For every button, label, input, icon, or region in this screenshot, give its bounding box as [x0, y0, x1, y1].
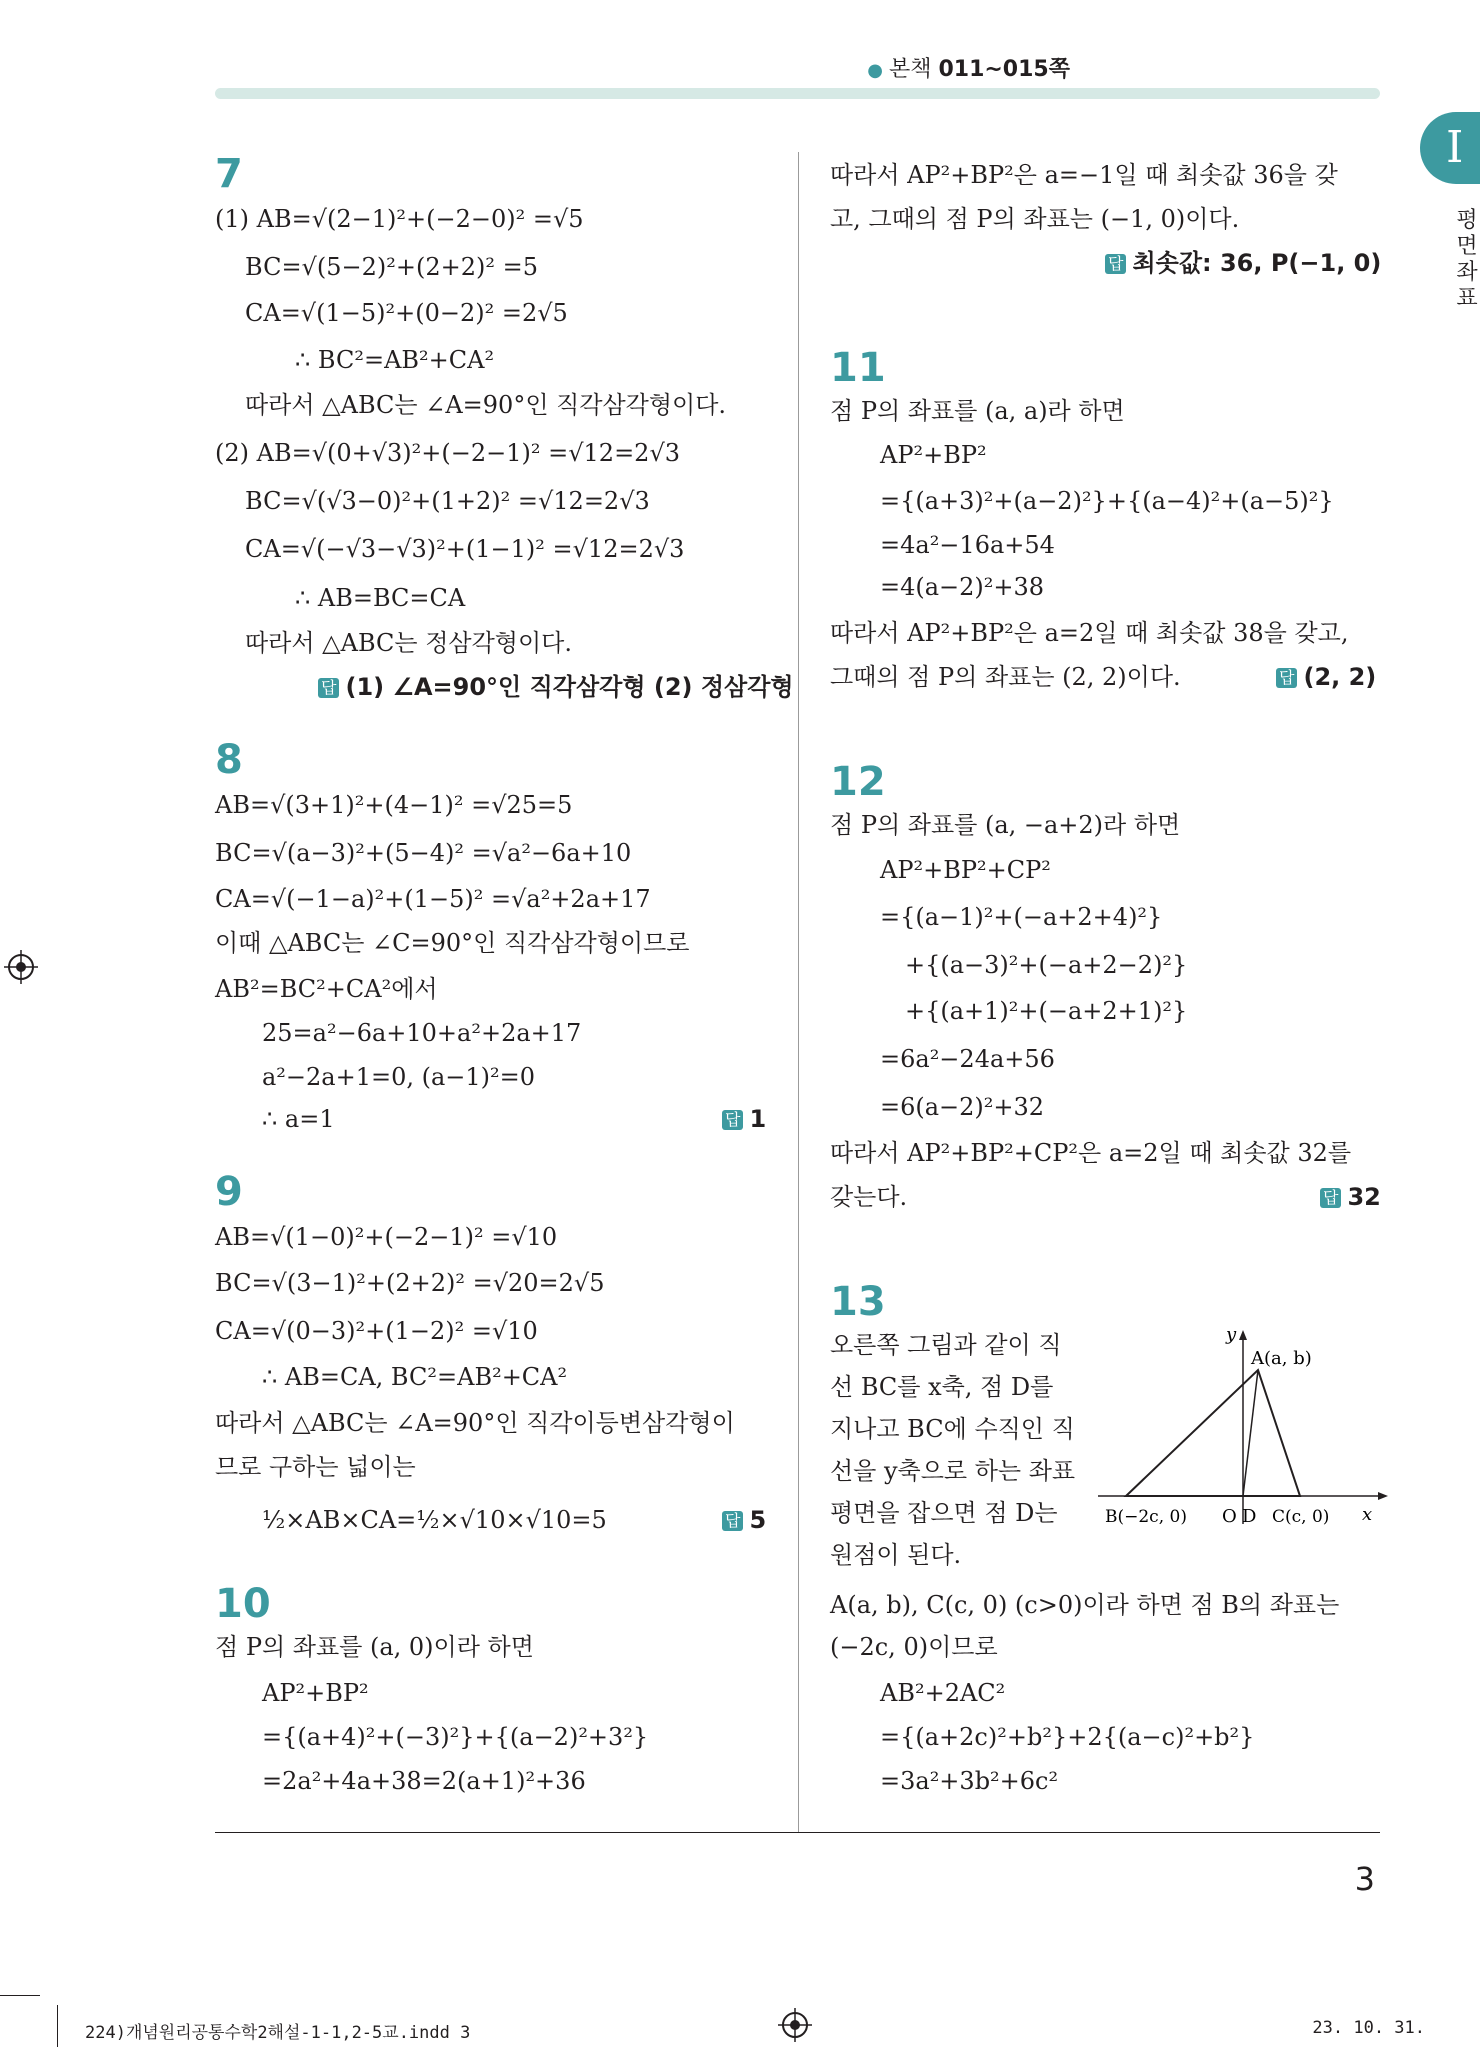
problem-7-line: 따라서 △ABC는 정삼각형이다.	[245, 629, 572, 657]
problem-9-number: 9	[215, 1169, 243, 1215]
answer-badge: 답	[722, 1511, 743, 1531]
problem-9-line: 므로 구하는 넓이는	[215, 1453, 416, 1481]
problem-11-line: AP²+BP²	[880, 441, 987, 469]
y-label: y	[1226, 1326, 1237, 1345]
problem-12-line: ={(a−1)²+(−a+2+4)²}	[880, 903, 1163, 931]
problem-8-line: AB=√(3+1)²+(4−1)² =√25=5	[215, 791, 573, 819]
problem-13-line: =3a²+3b²+6c²	[880, 1767, 1059, 1795]
problem-8-line: 25=a²−6a+10+a²+2a+17	[262, 1019, 582, 1047]
problem-13-line: AB²+2AC²	[880, 1679, 1006, 1707]
crop-mark	[0, 1995, 40, 1996]
answer-value: 최솟값: 36, P(−1, 0)	[1132, 249, 1382, 277]
problem-7-line: CA=√(1−5)²+(0−2)² =2√5	[245, 299, 568, 327]
registration-mark-icon	[778, 2008, 812, 2042]
answer-value: 5	[749, 1506, 767, 1534]
problem-7-line: 따라서 △ABC는 ∠A=90°인 직각삼각형이다.	[245, 391, 727, 419]
answer-value: 1	[749, 1105, 767, 1133]
problem-11-line: 점 P의 좌표를 (a, a)라 하면	[830, 397, 1125, 425]
problem-8-line: a²−2a+1=0, (a−1)²=0	[262, 1063, 536, 1091]
point-c-label: C(c, 0)	[1272, 1507, 1330, 1526]
registration-mark-icon	[4, 950, 38, 984]
problem-9-line: 따라서 △ABC는 ∠A=90°인 직각이등변삼각형이	[215, 1409, 735, 1437]
problem-8-number: 8	[215, 737, 243, 783]
problem-12-line: 갖는다.	[830, 1183, 908, 1211]
problem-8-line: AB²=BC²+CA²에서	[215, 975, 438, 1003]
problem-13-line: (−2c, 0)이므로	[830, 1633, 998, 1661]
problem-8-line: BC=√(a−3)²+(5−4)² =√a²−6a+10	[215, 839, 632, 867]
problem-13-line: 원점이 된다.	[830, 1541, 962, 1569]
problem-9-line: BC=√(3−1)²+(2+2)² =√20=2√5	[215, 1269, 605, 1297]
problem-10-line: 고, 그때의 점 P의 좌표는 (−1, 0)이다.	[830, 205, 1240, 233]
problem-7-line: CA=√(−√3−√3)²+(1−1)² =√12=2√3	[245, 535, 685, 563]
problem-13-line: 평면을 잡으면 점 D는	[830, 1499, 1058, 1527]
problem-12-line: +{(a−3)²+(−a+2−2)²}	[905, 951, 1188, 979]
problem-13-line: A(a, b), C(c, 0) (c>0)이라 하면 점 B의 좌표는	[830, 1591, 1340, 1619]
segment-ad	[1243, 1370, 1258, 1496]
header-book: 본책	[888, 57, 932, 82]
problem-13-line: ={(a+2c)²+b²}+2{(a−c)²+b²}	[880, 1723, 1255, 1751]
problem-9-line: CA=√(0−3)²+(1−2)² =√10	[215, 1317, 538, 1345]
problem-12-line: 따라서 AP²+BP²+CP²은 a=2일 때 최솟값 32를	[830, 1139, 1352, 1167]
problem-12-line: +{(a+1)²+(−a+2+1)²}	[905, 997, 1188, 1025]
point-b-label: B(−2c, 0)	[1105, 1507, 1187, 1526]
answer-badge: 답	[722, 1110, 743, 1130]
problem-7-line: ∴ AB=BC=CA	[295, 584, 466, 612]
problem-13-figure-text	[830, 1324, 1075, 1576]
chapter-tab-label: 평면좌표	[1456, 208, 1478, 311]
x-axis-arrow	[1378, 1492, 1388, 1500]
bottom-rule	[215, 1832, 1380, 1833]
point-a-label: A(a, b)	[1251, 1348, 1312, 1369]
problem-11-answer	[1276, 662, 1376, 692]
answer-badge: 답	[318, 678, 339, 698]
problem-7-line: (2) AB=√(0+√3)²+(−2−1)² =√12=2√3	[215, 439, 681, 467]
answer-badge: 답	[1105, 254, 1126, 274]
header-bar	[215, 88, 1380, 99]
problem-9-line: ½×AB×CA=½×√10×√10=5	[262, 1506, 607, 1534]
problem-13-line: 선 BC를 x축, 점 D를	[830, 1373, 1054, 1401]
problem-13-number: 13	[830, 1279, 886, 1325]
page-header	[867, 52, 1070, 83]
answer-value: (2, 2)	[1303, 663, 1377, 691]
problem-10-line: =2a²+4a+38=2(a+1)²+36	[262, 1767, 586, 1795]
problem-9-answer	[722, 1505, 766, 1535]
problem-7-line: BC=√(5−2)²+(2+2)² =5	[245, 253, 538, 281]
problem-7-line: ∴ BC²=AB²+CA²	[295, 346, 495, 374]
problem-10-number: 10	[215, 1581, 271, 1627]
problem-11-line: =4a²−16a+54	[880, 531, 1055, 559]
problem-12-number: 12	[830, 759, 886, 805]
y-axis-arrow	[1239, 1330, 1247, 1340]
header-pages: 011~015쪽	[938, 57, 1070, 82]
footer-date: 23. 10. 31.	[1312, 2018, 1425, 2038]
answer-badge: 답	[1276, 668, 1297, 688]
problem-13-line: 지나고 BC에 수직인 직	[830, 1415, 1075, 1443]
answer-value: (1) ∠A=90°인 직각삼각형 (2) 정삼각형	[345, 673, 794, 701]
problem-8-line: 이때 △ABC는 ∠C=90°인 직각삼각형이므로	[215, 929, 690, 957]
problem-11-number: 11	[830, 345, 886, 391]
problem-10-line: 따라서 AP²+BP²은 a=−1일 때 최솟값 36을 갖	[830, 161, 1338, 189]
problem-9-line: ∴ AB=CA, BC²=AB²+CA²	[262, 1363, 568, 1391]
problem-10-line: ={(a+4)²+(−3)²}+{(a−2)²+3²}	[262, 1723, 649, 1751]
problem-10-line: AP²+BP²	[262, 1679, 369, 1707]
problem-8-line: ∴ a=1	[262, 1105, 335, 1133]
problem-10-answer	[1105, 248, 1381, 278]
page-number: 3	[1354, 1860, 1375, 1898]
problem-12-line: =6(a−2)²+32	[880, 1093, 1045, 1121]
problem-11-line: ={(a+3)²+(a−2)²}+{(a−4)²+(a−5)²}	[880, 487, 1334, 515]
origin-label: O	[1222, 1506, 1237, 1526]
answer-badge: 답	[1320, 1188, 1341, 1208]
problem-7-answer	[318, 672, 794, 702]
problem-12-line: 점 P의 좌표를 (a, −a+2)라 하면	[830, 811, 1181, 839]
problem-7-line: BC=√(√3−0)²+(1+2)² =√12=2√3	[245, 487, 650, 515]
problem-11-line: 그때의 점 P의 좌표는 (2, 2)이다.	[830, 663, 1181, 691]
problem-9-line: AB=√(1−0)²+(−2−1)² =√10	[215, 1223, 558, 1251]
problem-7-line: (1) AB=√(2−1)²+(−2−0)² =√5	[215, 205, 584, 233]
column-divider	[798, 152, 799, 1832]
chapter-tab: I	[1420, 112, 1480, 184]
problem-11-line: 따라서 AP²+BP²은 a=2일 때 최솟값 38을 갖고,	[830, 619, 1349, 647]
point-d-label: D	[1242, 1506, 1257, 1526]
bullet-icon: ●	[867, 60, 883, 81]
problem-12-answer	[1320, 1182, 1381, 1212]
problem-8-answer	[722, 1104, 766, 1134]
crop-mark	[57, 2005, 58, 2047]
coordinate-figure	[1098, 1326, 1388, 1526]
x-label: x	[1362, 1504, 1373, 1525]
problem-7-number: 7	[215, 151, 243, 197]
problem-12-line: =6a²−24a+56	[880, 1045, 1055, 1073]
problem-10-line: 점 P의 좌표를 (a, 0)이라 하면	[215, 1633, 534, 1661]
triangle-abc	[1126, 1370, 1300, 1496]
problem-13-line: 오른쪽 그림과 같이 직	[830, 1331, 1062, 1359]
problem-12-line: AP²+BP²+CP²	[880, 856, 1051, 884]
problem-11-line: =4(a−2)²+38	[880, 573, 1045, 601]
problem-8-line: CA=√(−1−a)²+(1−5)² =√a²+2a+17	[215, 885, 651, 913]
footer-filename: 224)개념원리공통수학2해설-1-1,2-5교.indd 3	[85, 2023, 471, 2043]
problem-13-line: 선을 y축으로 하는 좌표	[830, 1457, 1076, 1485]
answer-value: 32	[1347, 1183, 1381, 1211]
